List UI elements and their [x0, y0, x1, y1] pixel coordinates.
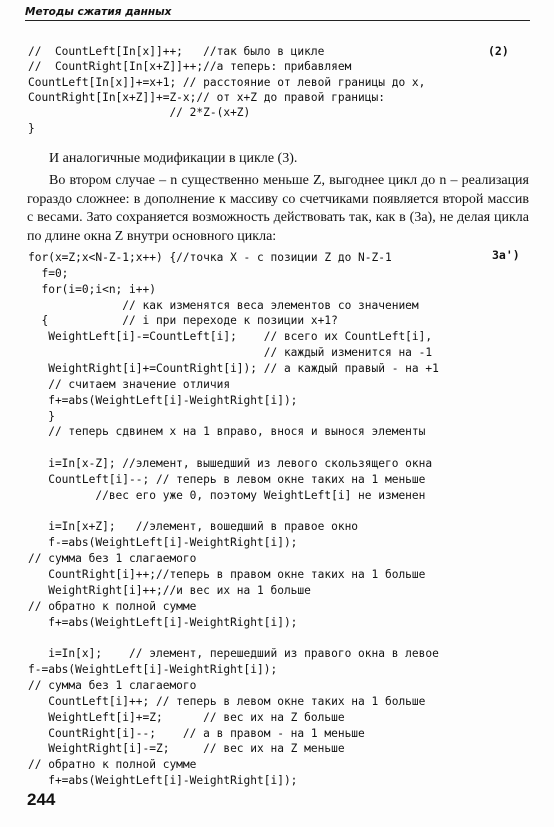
code-block-2-line: f-=abs(WeightLeft[i]-WeightRight[i]);: [28, 536, 298, 550]
code-block-2-line: WeightLeft[i]+=Z; // вес их на Z больше: [28, 710, 345, 724]
code-block-2-line: WeightRight[i]-=Z; // вес их на Z меньше: [28, 742, 345, 756]
code-block-2-line: f+=abs(WeightLeft[i]-WeightRight[i]);: [28, 615, 298, 629]
code-block-1-line: CountLeft[In[x]]+=x+1; // расстояние от левой границы до x,: [28, 75, 426, 89]
code-block-2-line: WeightLeft[i]-=CountLeft[i]; // всего их CountLeft[i],: [28, 330, 433, 344]
code-block-2-line: for(x=Z;x<N-Z-1;x++) {//точка X - с позиции Z до N-Z-1: [28, 251, 392, 264]
code-block-2-line: // обратно к полной сумме: [28, 599, 197, 613]
code-block-2-line: { // i при переходе к позиции x+1?: [28, 314, 338, 328]
code-block-1-line: // CountRight[In[x+Z]]++;//а теперь: прибавляем: [28, 60, 352, 74]
code-block-2-line: CountRight[i]++;//теперь в правом окне таких на 1 больше: [28, 568, 426, 581]
code-block-2-line: i=In[x+Z]; //элемент, вошедший в правое окно: [28, 520, 359, 534]
code-block-2-line: // каждый изменится на -1: [28, 346, 433, 360]
code-block-2-line: f+=abs(WeightLeft[i]-WeightRight[i]);: [28, 393, 298, 407]
paragraph-1: И аналогичные модификации в цикле (3).: [49, 151, 298, 166]
paragraph-2: [27, 172, 529, 246]
code-block-2-line: // как изменятся веса элементов со значением: [28, 298, 419, 312]
code-block-2-line: f-=abs(WeightLeft[i]-WeightRight[i]);: [28, 663, 278, 677]
paragraph-2-text: Во втором случае – n существенно меньше Z, выгоднее цикл до n – реализация гораздо сложнее: в дополнение к массиву со счетчиками появляется второй массив с весами. Зато сохраняется возможность действовать так, как в (3a), не делая цикла по длине окна Z внутри основного цикла:: [27, 173, 529, 244]
code-marker-2: (2): [488, 44, 509, 58]
code-block-2-line: WeightRight[i]+=CountRight[i]); // а каждый правый - на +1: [28, 361, 439, 375]
code-block-2-line: // сумма без 1 слагаемого: [28, 552, 197, 566]
code-block-2-line: for(i=0;i<n; i++): [28, 282, 156, 296]
code-block-2-line: // считаем значение отличия: [28, 377, 231, 391]
code-block-2-line: CountLeft[i]++; // теперь в левом окне таких на 1 больше: [28, 694, 426, 708]
code-marker-3a: 3a'): [492, 248, 520, 262]
code-block-2-line: WeightRight[i]++;//и вес их на 1 больше: [28, 583, 311, 597]
code-block-2-line: // обратно к полной сумме: [28, 758, 197, 772]
code-block-1-line: // CountLeft[In[x]]++; //так было в цикле: [28, 45, 325, 58]
code-block-2-line: i=In[x-Z]; //элемент, вышедший из левого скользящего окна: [28, 457, 433, 471]
code-block-1-line: CountRight[In[x+Z]]+=Z-x;// от x+Z до правой границы:: [28, 90, 385, 104]
code-block-2-line: CountRight[i]--; // а в правом - на 1 меньше: [28, 726, 365, 740]
code-block-2-line: f=0;: [28, 266, 69, 280]
code-block-2-line: f+=abs(WeightLeft[i]-WeightRight[i]);: [28, 774, 298, 788]
page-number: 244: [27, 790, 56, 809]
code-block-2-line: CountLeft[i]--; // теперь в левом окне таких на 1 меньше: [28, 472, 426, 486]
code-block-1-line: }: [28, 121, 35, 135]
code-block-2-line: // сумма без 1 слагаемого: [28, 678, 197, 692]
code-block-2-line: // теперь сдвинем x на 1 вправо, внося и вынося элементы: [28, 425, 426, 439]
code-block-1-line: // 2*Z-(x+Z): [28, 106, 251, 120]
code-block-2-line: i=In[x]; // элемент, перешедший из правого окна в левое: [28, 647, 439, 661]
code-block-2-line: //вес его уже 0, поэтому WeightLeft[i] не изменен: [28, 488, 426, 502]
code-block-2-line: }: [28, 409, 55, 423]
running-header: Методы сжатия данных: [25, 6, 530, 21]
